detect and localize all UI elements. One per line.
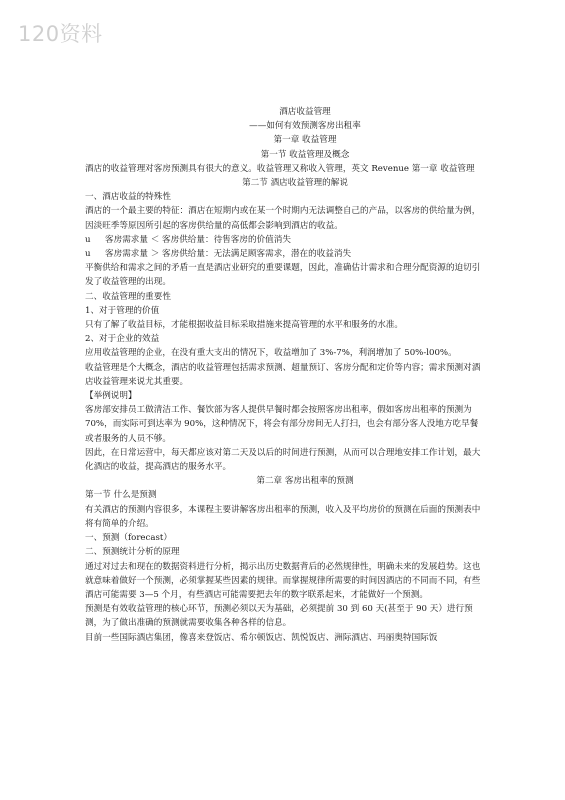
paragraph-forecast-intro: 有关酒店的预测内容很多，本课程主要讲解客房出租率的预测，收入及平均房价的预测在后面的预测表中将有简单的介绍。 (85, 504, 481, 529)
heading-management-value: 1、对于管理的价值 (85, 305, 160, 316)
chapter-1-section-1-heading: 第一节 收益管理及概念 (260, 149, 350, 160)
watermark-logo: 120资料 (18, 22, 103, 46)
heading-statistics-principle: 二、预测统计分析的原理 (85, 547, 180, 558)
heading-hotel-revenue-specialty: 一、酒店收益的特殊性 (85, 192, 171, 203)
paragraph-balance: 平衡供给和需求之间的矛盾一直是酒店业研究的重要课题，因此，准确估计需求和合理分配资源的迫切引发了收益管理的出现。 (85, 263, 481, 288)
paragraph-hotel-groups: 目前一些国际酒店集团，像喜来登饭店、希尔顿饭店、凯悦饭店、洲际酒店、玛丽奥特国际饭 (85, 632, 438, 643)
bullet-item-1 (85, 233, 485, 247)
bullet-marker: u (85, 234, 91, 245)
document-title: 酒店收益管理 (279, 107, 331, 117)
chapter-1-section-2-heading: 第二节 酒店收益管理的解说 (242, 178, 348, 189)
document-body (85, 105, 485, 645)
heading-importance: 二、收益管理的重要性 (85, 291, 171, 302)
chapter-2-section-1-heading: 第一节 什么是预测 (85, 490, 157, 501)
paragraph-example-2: 因此，在日常运营中，每天都应该对第二天及以后的时间进行预测，从而可以合理地安排工作计划，最大化酒店的收益，提高酒店的服务水平。 (85, 447, 481, 473)
bullet-text: 客房需求量 ＞ 客房供给量：无法满足顾客需求，潜在的收益消失 (105, 249, 352, 260)
paragraph-management-value: 只有了解了收益目标，才能根据收益目标采取措施来提高管理的水平和服务的水准。 (85, 320, 403, 331)
bullet-text: 客房需求量 ＜ 客房供给量：待售客房的价值消失 (105, 234, 291, 245)
intro-paragraph: 酒店的收益管理对客房预测具有很大的意义。收益管理又称收入管理，英文 Revenue 第一章 收益管理 (85, 163, 475, 174)
bullet-item-2 (85, 247, 485, 261)
bullet-marker: u (85, 249, 91, 260)
paragraph-hotel-specialty: 酒店的一个最主要的特征：酒店在短期内或在某一个时期内无法调整自己的产品，以客房的供给量为例，因淡旺季等原因所引起的客房供给量的高低都会影响到酒店的收益。 (85, 206, 481, 231)
document-subtitle: ——如何有效预测客房出租率 (249, 121, 361, 132)
paragraph-example-1: 客房部安排员工做清洁工作、餐饮部为客人提供早餐时都会按照客房出租率，假如客房出租率的预测为 70%，而实际可到达率为 90%，这种情况下，将会有部分房间无人打扫，也会有部分客人没地方吃早餐或者服务的人员不够。 (85, 405, 479, 444)
chapter-2-heading: 第二章 客房出租率的预测 (256, 476, 354, 487)
paragraph-concept: 收益管理是个大概念，酒店的收益管理包括需求预测、超量预订、客房分配和定价等内容；需求预测对酒店收益管理来说尤其重要。 (85, 362, 481, 387)
paragraph-statistics: 通过对过去和现在的数据资料进行分析，揭示出历史数据背后的必然规律性，明确未来的发展趋势。这也就意味着做好一个预测，必须掌握某些因素的规律。而掌握规律所需要的时间因酒店的不同而不同，有些酒店可能需要 3—5 个月，有些酒店可能需要把去年的数字联系起来，才能做好一个预测。 (85, 561, 481, 600)
paragraph-enterprise-benefit: 应用收益管理的企业，在没有重大支出的情况下，收益增加了 3%-7%，利润增加了 50%-l00%。 (85, 348, 457, 359)
paragraph-forecast-basis: 预测是有效收益管理的核心环节，预测必须以天为基础，必须提前 30 到 60 天(甚至于 90 天）进行预测，为了做出准确的预测就需要收集各种各样的信息。 (85, 604, 473, 629)
heading-example: 【举例说明】 (85, 391, 137, 402)
heading-forecast: 一、预测（forecast） (85, 533, 172, 544)
chapter-1-heading: 第一章 收益管理 (273, 135, 337, 146)
heading-enterprise-benefit: 2、对于企业的效益 (85, 334, 160, 345)
